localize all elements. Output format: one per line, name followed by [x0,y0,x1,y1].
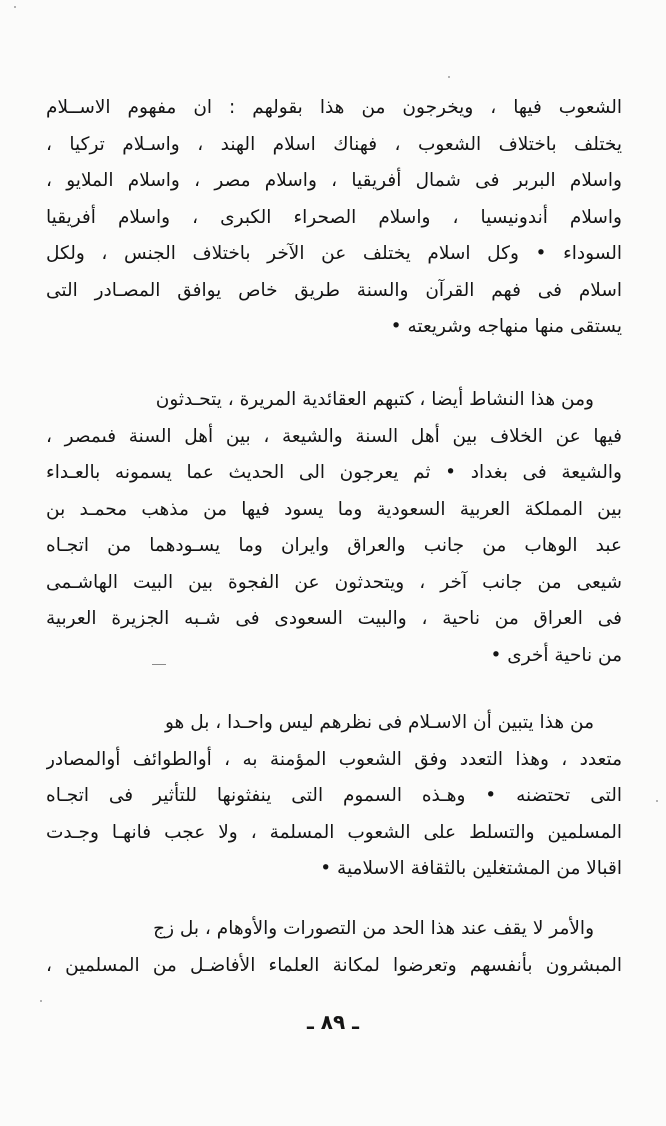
text-line: الشعوب فيها ، ويخرجون من هذا بقولهم : ان مفهوم الاســلام [46,97,622,118]
text-line: فى العراق من ناحية ، والبيت السعودى فى شـبه الجزيرة العربية [46,608,622,629]
text-line: التى تحتضنه • وهـذه السموم التى ينفثونها للتأثير فى اتجـاه [46,785,622,806]
text-line: من هذا يتبين أن الاسـلام فى نظرهم ليس واحـدا ، بل هو [165,712,594,733]
text-line: واسلام أندونيسيا ، واسلام الصحراء الكبرى ، واسلام أفريقيا [46,206,622,228]
text-line: عبد الوهاب من جانب والعراق وايران وما يسـودهما من اتجـاه [46,535,622,556]
page-number: ـ ٨٩ ـ [306,1010,360,1034]
text-line: متعدد ، وهذا التعدد وفق الشعوب المؤمنة به ، أوالطوائف أوالمصادر [46,748,622,770]
text-line: اقبالا من المشتغلين بالثقافة الاسلامية • [320,858,622,879]
text-line: المسلمين والتسلط على الشعوب المسلمة ، ولا عجب فانهـا وجـدت [46,821,622,843]
scan-speck [656,800,658,802]
text-line: ومن هذا النشاط أيضا ، كتبهم العقائدية المريرة ، يتحـدثون [155,389,594,410]
scan-speck [448,76,450,78]
text-line: المبشرون بأنفسهم وتعرضوا لمكانة العلماء الأفاضـل من المسلمين ، [46,954,622,976]
paragraph-4 [46,911,622,984]
text-line: والشيعة فى بغداد • ثم يعرجون الى الحديث عما يسمونه بالعـداء [46,462,622,483]
paragraph-2 [46,382,622,674]
text-line: واسلام البربر فى شمال أفريقيا ، واسلام مصر ، واسلام الملايو ، [46,170,622,191]
text-line: شيعى من جانب آخر ، ويتحدثون عن الفجوة بين البيت الهاشـمى [46,571,622,593]
text-line: اسلام فى فهم القرآن والسنة طريق خاص يوافق المصـادر التى [46,279,622,301]
scan-mark [152,664,166,665]
text-line: فيها عن الخلاف بين أهل السنة والشيعة ، بين أهل السنة فىمصر ، [46,425,622,447]
scan-speck [14,6,16,8]
text-line: يختلف باختلاف الشعوب ، فهناك اسلام الهند ، واسـلام تركيا ، [46,133,622,155]
text-line: والأمر لا يقف عند هذا الحد من التصورات والأوهام ، بل زج [153,918,594,939]
text-line: من ناحية أخرى • [490,644,622,666]
text-line: يستقى منها منهاجه وشريعته • [390,316,622,337]
paragraph-1 [46,90,622,346]
text-line: بين المملكة العربية السعودية وما يسود فيها من مذهب محمـد بن [46,498,622,520]
text-line: السوداء • وكل اسلام يختلف عن الآخر باختلاف الجنس ، ولكل [46,243,622,264]
paragraph-3 [46,705,622,888]
scan-speck [40,1000,42,1002]
